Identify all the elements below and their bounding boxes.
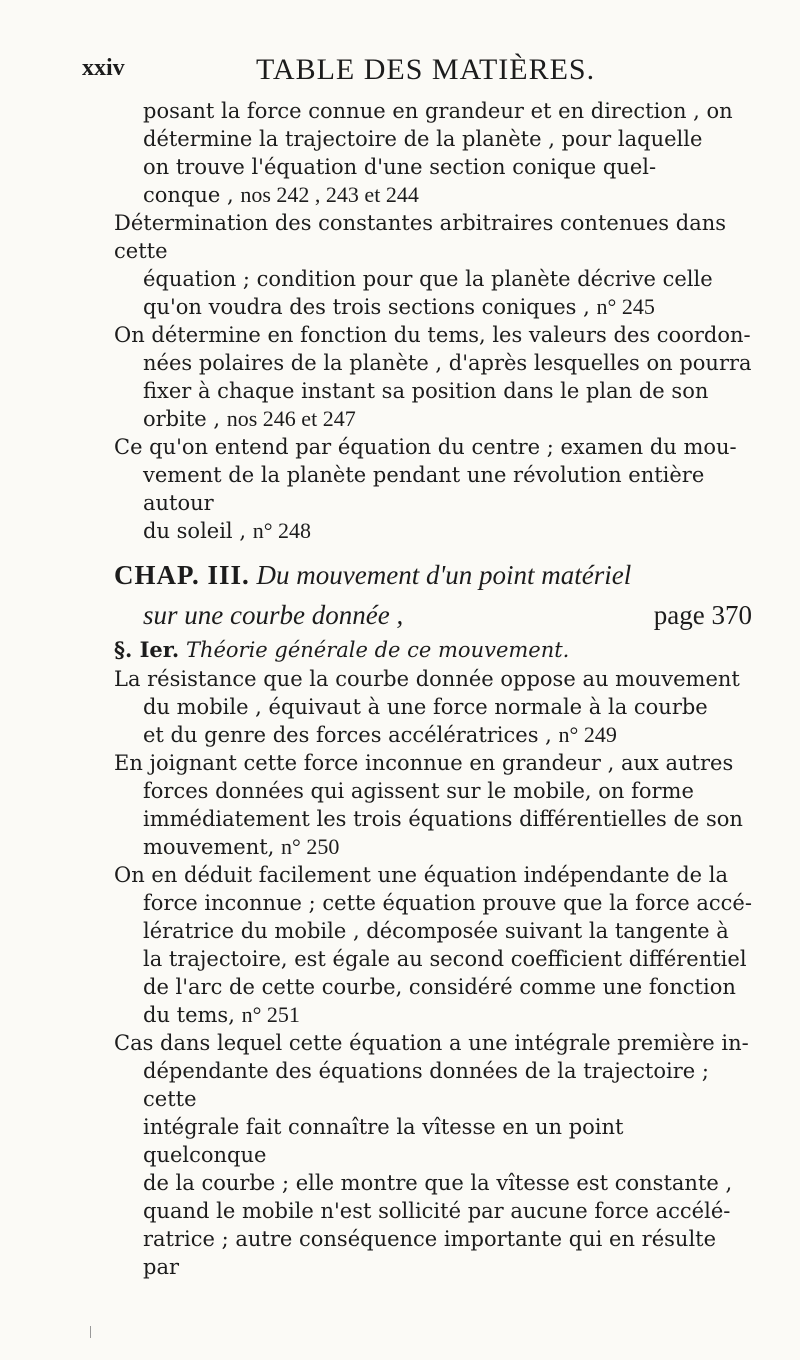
toc-entry	[114, 209, 752, 321]
entry-line: La résistance que la courbe donnée oppose au mouvement	[114, 667, 740, 691]
entry-text: qu'on voudra des trois sections coniques ,	[143, 295, 590, 319]
entry-line: Ce qu'on entend par équation du centre ; examen du mou-	[114, 435, 737, 459]
entry-line: détermine la trajectoire de la planète , pour laquelle	[143, 127, 703, 151]
paragraph-reference: n° 251	[241, 1002, 300, 1027]
entry-line: On détermine en fonction du tems, les valeurs des coordon-	[114, 323, 751, 347]
toc-entry	[114, 321, 752, 433]
chapter-heading	[114, 555, 752, 635]
section-heading	[114, 635, 752, 665]
entry-last-line	[114, 833, 752, 861]
entry-line: En joignant cette force inconnue en grandeur , aux autres	[114, 751, 734, 775]
toc-entry	[114, 1029, 752, 1281]
entry-line: Détermination des constantes arbitraires contenues dans cette	[114, 211, 727, 263]
entry-line: lératrice du mobile , décomposée suivant la tangente à	[143, 919, 729, 943]
entry-line: force inconnue ; cette équation prouve que la force accé-	[143, 891, 752, 915]
entry-line: immédiatement les trois équations différentielles de son	[143, 807, 743, 831]
entry-line: vement de la planète pendant une révolution entière autour	[143, 463, 705, 515]
section-mark: §. Ier.	[114, 637, 180, 662]
entry-last-line	[114, 293, 752, 321]
paragraph-reference: n° 250	[281, 834, 340, 859]
toc-entry	[114, 749, 752, 861]
entry-last-line	[114, 1001, 752, 1029]
margin-mark	[90, 1326, 95, 1338]
paragraph-reference: n° 245	[596, 294, 655, 319]
section-title: Théorie générale de ce mouvement.	[185, 638, 570, 662]
running-title: TABLE DES MATIÈRES.	[256, 53, 596, 86]
toc-entry	[114, 861, 752, 1029]
entry-line: on trouve l'équation d'une section conique quel-	[143, 155, 657, 179]
entry-line: quand le mobile n'est sollicité par aucune force accélé-	[143, 1199, 731, 1223]
page-header	[82, 55, 762, 95]
entry-text: conque ,	[143, 183, 234, 207]
entry-last-line	[114, 181, 752, 209]
entry-line: forces données qui agissent sur le mobile, on forme	[143, 779, 694, 803]
chapter-title-line	[114, 555, 752, 595]
entry-text: du tems,	[143, 1003, 235, 1027]
table-of-contents-body	[114, 97, 752, 1281]
entry-text: et du genre des forces accélératrices ,	[143, 723, 552, 747]
entry-line: Cas dans lequel cette équation a une intégrale première in-	[114, 1031, 749, 1055]
entry-text: orbite ,	[143, 407, 221, 431]
entry-line: de la courbe ; elle montre que la vîtesse est constante ,	[143, 1171, 733, 1195]
page-number: xxiv	[82, 55, 125, 81]
entry-last-line	[114, 721, 752, 749]
entry-text: du soleil ,	[143, 519, 246, 543]
paragraph-reference: n° 248	[252, 518, 311, 543]
entry-line: équation ; condition pour que la planète décrive celle	[143, 267, 713, 291]
entry-line: de l'arc de cette courbe, considéré comme une fonction	[143, 975, 736, 999]
entry-line: nées polaires de la planète , d'après lesquelles on pourra	[143, 351, 752, 375]
entry-line: ratrice ; autre conséquence importante qui en résulte par	[143, 1227, 717, 1279]
chapter-title: Du mouvement d'un point matériel	[256, 560, 632, 590]
toc-entry	[114, 665, 752, 749]
toc-entry	[114, 97, 752, 209]
entry-line: la trajectoire, est égale au second coefficient différentiel	[143, 947, 747, 971]
entry-line: fixer à chaque instant sa position dans le plan de son	[143, 379, 709, 403]
paragraph-reference: n° 249	[558, 722, 617, 747]
toc-entry	[114, 433, 752, 545]
chapter-title-continued: sur une courbe donnée ,	[143, 600, 404, 630]
entry-text: mouvement,	[143, 835, 275, 859]
chapter-label: CHAP. III.	[114, 560, 250, 590]
chapter-page-reference: page 370	[653, 600, 752, 630]
entry-line: du mobile , équivaut à une force normale à la courbe	[143, 695, 708, 719]
paragraph-reference: nos 242 , 243 et 244	[240, 182, 419, 207]
paragraph-reference: nos 246 et 247	[226, 406, 356, 431]
chapter-title-line	[114, 595, 752, 635]
entry-last-line	[114, 517, 752, 545]
entry-line: On en déduit facilement une équation indépendante de la	[114, 863, 728, 887]
entry-line: dépendante des équations données de la trajectoire ; cette	[143, 1059, 709, 1111]
entry-last-line	[114, 405, 752, 433]
entry-line: intégrale fait connaître la vîtesse en un point quelconque	[143, 1115, 624, 1167]
entry-line: posant la force connue en grandeur et en direction , on	[143, 99, 733, 123]
